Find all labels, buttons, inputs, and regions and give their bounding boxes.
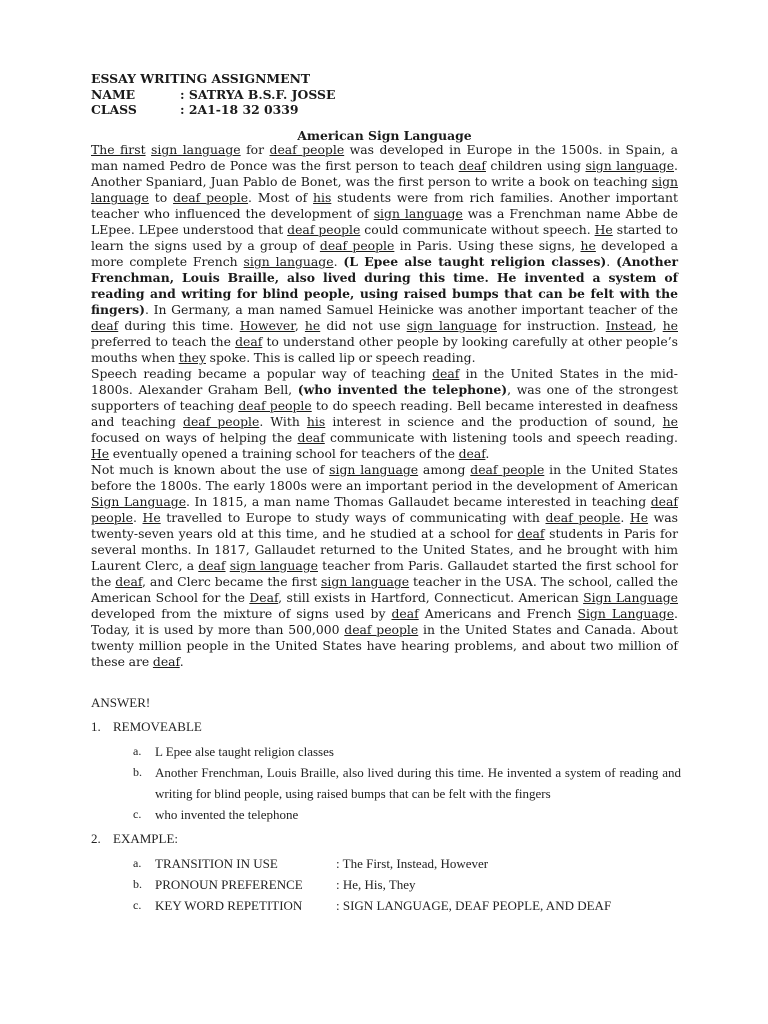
list-item xyxy=(133,762,681,804)
assignment-header xyxy=(91,71,335,118)
list-item xyxy=(133,741,681,762)
essay-paragraph-2: Speech reading became a popular way of teaching deaf in the United States in the mid-1800s. Alexander Graham Bell, (who invented the telephone), was one of the strongest supporters of teaching deaf people to do speech reading. Bell became interested in deafness and teaching deaf people. With his interest in science and the production of sound, he focused on ways of helping the deaf communicate with listening tools and speech reading. He eventually opened a training school for teachers of the deaf. xyxy=(91,366,679,461)
underlined-term: Sign Language xyxy=(583,590,678,605)
item-text: who invented the telephone xyxy=(155,807,299,822)
essay-paragraph-1: The first sign language for deaf people was developed in Europe in the 1500s. in Spain, a man named Pedro de Ponce was the first person to teach deaf children using sign language. Another Spaniard, Juan Pablo de Bonet, was the first person to write a book on teaching sign language to deaf people. Most of his students were from rich families. Another important teacher who influenced the development of sign language was a Frenchman name Abbe de LEpee. LEpee understood that deaf people could communicate without speech. He started to learn the signs used by a group of deaf people in Paris. Using these signs, he developed a more complete French sign language. (L Epee alse taught religion classes). (Another Frenchman, Louis Braille, also lived during this time. He invented a system of reading and writing for blind people, using raised bumps that can be felt with the fingers). In Germany, a man named Samuel Heinicke was another important teacher of the deaf during this time. However, he did not use sign language for instruction. Instead, he preferred to teach the deaf to understand other people by looking carefully at other people’s mouths when they spoke. This is called lip or speech reading. xyxy=(91,142,679,365)
list-item xyxy=(133,874,681,895)
question-number: 2. xyxy=(91,831,101,846)
underlined-term: deaf people xyxy=(470,462,545,477)
essay-paragraph-3: Not much is known about the use of sign language among deaf people in the United States before the 1800s. The early 1800s were an important period in the development of American Sign Language. In 1815, a man name Thomas Gallaudet became interested in teaching deaf people. He travelled to Europe to study ways of communicating with deaf people. He was twenty-seven years old at this time, and he studied at a school for deaf students in Paris for several months. In 1817, Gallaudet returned to the United States, and he brought with him Laurent Clerc, a deaf sign language teacher from Paris. Gallaudet started the first school for the deaf, and Clerc became the first sign language teacher in the USA. The school, called the American School for the Deaf, still exists in Hartford, Connecticut. American Sign Language developed from the mixture of signs used by deaf Americans and French Sign Language. Today, it is used by more than 500,000 deaf people in the United States and Canada. About twenty million people in the United States have hearing problems, and about two million of these are deaf. xyxy=(91,462,679,669)
item-value: : The First, Instead, However xyxy=(336,856,489,871)
underlined-term: sign language xyxy=(406,318,497,333)
item-value: : SIGN LANGUAGE, DEAF PEOPLE, AND DEAF xyxy=(336,898,612,913)
underlined-term: Sign Language xyxy=(577,606,675,621)
underlined-term: deaf people xyxy=(183,414,260,429)
item-value: : He, His, They xyxy=(336,877,416,892)
class-value: : 2A1-18 32 0339 xyxy=(180,102,299,117)
underlined-term: sign language xyxy=(243,254,334,269)
underlined-term: deaf xyxy=(517,526,545,541)
bold-phrase: (L Epee alse taught religion classes) xyxy=(343,254,607,269)
underlined-term: sign language xyxy=(585,158,675,173)
list-item xyxy=(133,895,681,916)
item-key: KEY WORD REPETITION xyxy=(155,898,303,913)
underlined-term: they xyxy=(178,350,206,365)
item-text: Another Frenchman, Louis Braille, also lived during this time. He invented a system of reading and writing for blind people, using raised bumps that can be felt with the fingers xyxy=(155,765,681,801)
underlined-term: deaf people xyxy=(173,190,249,205)
underlined-term: Deaf xyxy=(249,590,279,605)
underlined-term: his xyxy=(313,190,332,205)
item-text: L Epee alse taught religion classes xyxy=(155,744,334,759)
underlined-term: he xyxy=(662,318,679,333)
underlined-term: deaf xyxy=(91,318,119,333)
underlined-term: He xyxy=(91,446,110,461)
underlined-term: deaf people xyxy=(319,238,395,253)
underlined-term: he xyxy=(580,238,596,253)
name-value: : SATRYA B.S.F. JOSSE xyxy=(180,86,336,102)
class-label: CLASS xyxy=(91,102,137,117)
underlined-term: sign language xyxy=(373,206,463,221)
underlined-term: deaf xyxy=(152,654,180,669)
underlined-term: deaf people xyxy=(269,142,345,157)
item-letter: a. xyxy=(133,856,142,870)
underlined-term: He xyxy=(142,510,161,525)
item-letter: b. xyxy=(133,765,142,779)
essay-body xyxy=(91,142,678,670)
underlined-term: However xyxy=(239,318,295,333)
underlined-term: deaf xyxy=(115,574,143,589)
underlined-term: deaf xyxy=(458,446,486,461)
class-row xyxy=(91,102,335,118)
item-key: PRONOUN PREFERENCE xyxy=(155,877,303,892)
underlined-term: he xyxy=(304,318,321,333)
underlined-term: deaf xyxy=(297,430,325,445)
question-1 xyxy=(91,717,681,737)
underlined-term: deaf xyxy=(458,158,486,173)
underlined-term: Sign Language xyxy=(91,494,187,509)
bold-phrase: (Another Frenchman, Louis Braille, also lived during this time. He invented a system of reading and writing for blind people, using raised bumps that can be felt with the fingers) xyxy=(91,254,679,317)
underlined-term: deaf people xyxy=(545,510,621,525)
underlined-term: deaf xyxy=(235,334,263,349)
underlined-term: he xyxy=(662,414,678,429)
underlined-term: sign language xyxy=(329,462,419,477)
answer-section xyxy=(91,693,681,916)
essay-title: American Sign Language xyxy=(297,128,472,143)
underlined-term: his xyxy=(306,414,326,429)
underlined-term: sign language xyxy=(91,174,678,205)
answer-heading: ANSWER! xyxy=(91,695,151,710)
item-letter: c. xyxy=(133,807,142,821)
question-2 xyxy=(91,829,681,849)
underlined-term: deaf people xyxy=(238,398,312,413)
underlined-term: deaf people xyxy=(344,622,419,637)
underlined-term: He xyxy=(629,510,649,525)
item-key: TRANSITION IN USE xyxy=(155,856,278,871)
underlined-term: sign language xyxy=(229,558,318,573)
underlined-term: sign language xyxy=(321,574,410,589)
question-number: 1. xyxy=(91,719,101,734)
underlined-term: Instead xyxy=(605,318,653,333)
underlined-term: deaf people xyxy=(91,494,678,525)
underlined-term: The first xyxy=(91,142,146,157)
underlined-term: deaf xyxy=(432,366,460,381)
list-item xyxy=(133,804,681,825)
list-item xyxy=(133,853,681,874)
underlined-term: deaf people xyxy=(287,222,361,237)
name-label: NAME xyxy=(91,86,136,102)
item-letter: c. xyxy=(133,898,142,912)
assignment-title: ESSAY WRITING ASSIGNMENT xyxy=(91,71,311,86)
name-row xyxy=(91,87,335,103)
underlined-term: sign language xyxy=(151,142,241,157)
question-label: REMOVEABLE xyxy=(113,719,202,734)
underlined-term: deaf xyxy=(391,606,419,621)
underlined-term: deaf xyxy=(198,558,226,573)
item-letter: a. xyxy=(133,744,142,758)
question-label: EXAMPLE: xyxy=(113,831,178,846)
item-letter: b. xyxy=(133,877,142,891)
underlined-term: He xyxy=(594,222,613,237)
bold-phrase: (who invented the telephone) xyxy=(297,382,508,397)
